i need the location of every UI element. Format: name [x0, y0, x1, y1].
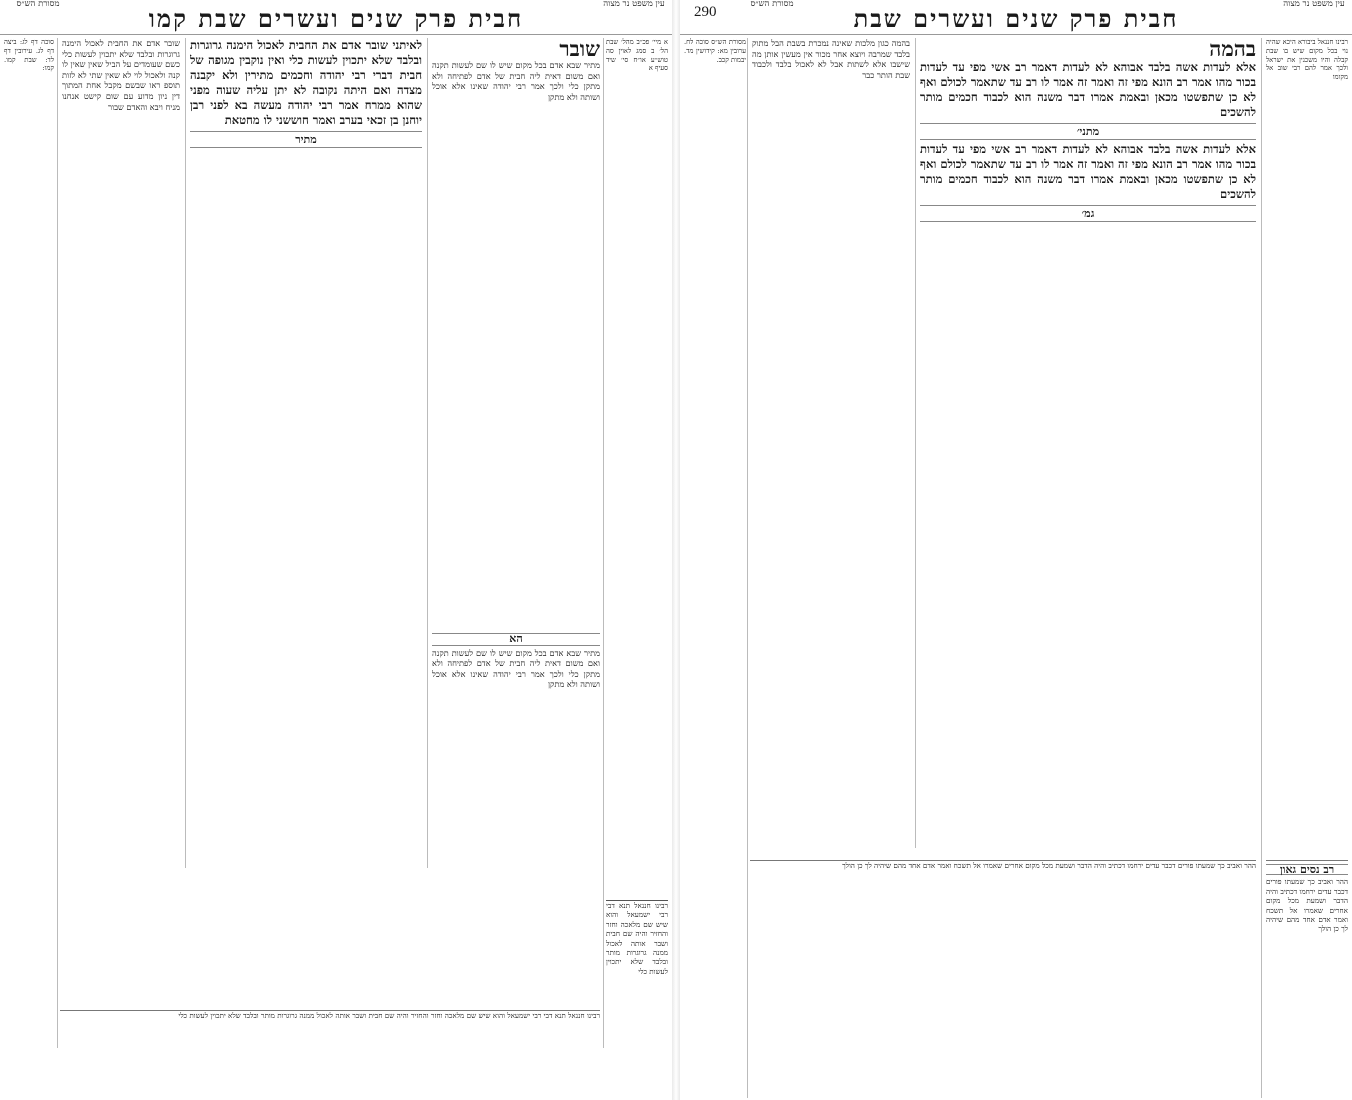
- right-gemara-text-2: אלא לעדות אשה בלבד אבוהא לא לעדות דאמר רב אשי מפי עד לעדות בכור מהו אמר רב הונא מפי זה ואמר זה אמר לו רב עד שתאמר לכולם ואף לא כן שתפשטו מכאן ובאמת אמרו דבר משנה הוא לכבוד חכמים מותר להשכים: [920, 142, 1256, 201]
- left-page-header: [0, 4, 672, 35]
- right-rav-nissim-gaon: [1266, 860, 1348, 1037]
- right-page-ein-mishpat-label: עין משפט נר מצוה: [1283, 0, 1345, 9]
- left-mid-keyword: מתיר: [190, 131, 422, 148]
- left-rabbeinu-chananel: [606, 900, 668, 1097]
- right-mishna-marker: מתני׳: [920, 123, 1256, 140]
- left-margin-notes-left-text: סוכה דף לג: ביצה דף לג. עירובין דף לד: שבת קמו. קמו:: [4, 38, 54, 73]
- right-page-masoret-label: מסורת הש״ס: [750, 0, 794, 9]
- right-page-header: [680, 4, 1352, 35]
- left-bottom-commentary: [60, 1010, 600, 1097]
- left-keyword-ha: הא: [432, 633, 600, 646]
- right-gemara-marker: גמ׳: [920, 205, 1256, 222]
- right-rashi-text: בהמה כגון מלכות שאינה נמכרת בשבת הבל מתוק בלבד שמרבה ויוצא אחר מכור אין מעשין אותן מה שישבו אלא לשתות אבל לא לאכול בלבד ולכבוד שבת הותר כבר: [752, 38, 910, 80]
- column-rule: [603, 38, 604, 1048]
- left-bottom-commentary-text: רבינו חננאל תנא דבי רבי ישמעאל והוא שיש שם מלאכה וחזר והחזיר והיה שם חבית ושבר אותה לאכול ממנה גרוגרות מותר ובלבד שלא יתכוין לעשות כלי: [178, 1011, 600, 1020]
- left-margin-notes-right-text: א מיי׳ פכ״ב מהל׳ שבת הל׳ ב סמג לאוין סה טוש״ע או״ח סי׳ שיד סעיף א: [606, 38, 668, 73]
- left-tosafot-lower-text: מתיר שבא אדם בכל מקום שיש לו שם לעשות תקנה ואם משום דאית ליה חבית של אדם לפתיחה ולא מתקן כלי ולכך אמר רבי יהודה שאינו אלא אוכל ושותה ולא מתקן: [432, 647, 600, 690]
- left-margin-notes-left: [4, 38, 54, 738]
- left-gemara-column: [190, 38, 422, 838]
- right-margin-notes-left: [684, 38, 746, 848]
- right-keyword-behema: בהמה: [1209, 38, 1256, 61]
- column-rule: [427, 38, 428, 868]
- left-gemara-text: לאיתני שובר אדם את החבית לאכול הימנה גרוגרות ובלבד שלא יתכוין לעשות כלי ואין נוקבין מגופה של חבית דברי רבי יהודה וחכמים מתירין ולא יקבנה מצדה ואם היתה נקובה לא יתן עליה שעוה מפני שהוא ממרח אמר רבי יהודה מעשה בא לפני רבן יוחנן בן זכאי בערב ואמר חוששני לו מחטאת: [190, 38, 422, 127]
- right-margin-notes-left-text: מסורת הש״ס סוכה לח. ערובין מא: קידושין מד. יבמות קכב.: [684, 38, 746, 64]
- right-margin-notes-right: [1266, 38, 1348, 848]
- left-rabbeinu-chananel-text: רבינו חננאל תנא דבי רבי ישמעאל והוא שיש שם מלאכה וחזר והחזיר והיה שם חבית ושבר אותה לאכול ממנה גרוגרות מותר ובלבד שלא יתכוין לעשות כלי: [606, 901, 668, 976]
- right-gaon-label: רב נסים גאון: [1266, 864, 1348, 875]
- left-keyword-shover: שובר: [559, 38, 600, 61]
- column-rule: [185, 38, 186, 868]
- left-page-ein-mishpat-label: עין משפט נר מצוה: [603, 0, 665, 9]
- left-tosafot-lower: [432, 630, 600, 900]
- right-rashi-column: [752, 38, 910, 848]
- column-rule: [1261, 38, 1262, 1098]
- left-page: [0, 0, 672, 1100]
- page-number: 290: [694, 4, 717, 20]
- column-rule: [57, 38, 58, 1048]
- right-page: [680, 0, 1352, 1100]
- right-bottom-commentary: [750, 860, 1256, 1037]
- left-page-masoret-label: מסורת הש״ס: [16, 0, 60, 9]
- right-running-title: חבית פרק שנים ועשרים שבת: [853, 4, 1179, 33]
- book-gutter: [672, 0, 680, 1100]
- right-margin-notes-right-text: רבינו חננאל ביבורא היכא שהיה נוי בכל מקום שיש בו שבת קבלה והיו משכנין את ישראל ולכך אמר להם רבי שוב אל מקומו: [1266, 38, 1348, 82]
- left-rashi-column: [62, 38, 180, 838]
- column-rule: [915, 38, 916, 848]
- column-rule: [747, 38, 748, 1098]
- right-gemara-column: [920, 38, 1256, 798]
- left-tosafot-text: מתיר שבא אדם בכל מקום שיש לו שם לעשות תקנה ואם משום דאית ליה חבית של אדם לפתיחה ולא מתקן כלי ולכך אמר רבי יהודה שאינו אלא אוכל ושותה ולא מתקן: [432, 60, 600, 102]
- left-running-title: חבית פרק שנים ועשרים שבת קמו: [148, 4, 524, 33]
- left-margin-notes-right: [606, 38, 668, 558]
- right-gemara-text: אלא לעדות אשה בלבד אבוהא לא לעדות דאמר רב אשי מפי עד לעדות בכור מהו אמר רב הונא מפי זה ואמר זה אמר לו רב עד שתאמר לכולם ואף לא כן שתפשטו מכאן ובאמת אמרו דבר משנה הוא לכבוד חכמים מותר להשכים: [920, 60, 1256, 119]
- left-tosafot-column: [432, 38, 600, 618]
- left-rashi-text: שובר אדם את החבית לאכול הימנה גרוגרות ובלבד שלא יתכוין לעשות כלי כשם שעומדים על הביל שאין שאין לו קנה ולאכול לוי לא שאין שתי לא לזות תוספ ראו שבשם מקבל אחת המתוך דין ניון מדוע עם שום קישט אנחנו מניח ויבא והאדם שבור: [62, 38, 180, 112]
- right-bottom-commentary-text: ההר ואביב כך שמעתו פורים דכבר עדים ירחמו דכתיב והיה הדבר ושמעת מכל מקום אחרים שאמרו אל תשכח ואמר אדם אחד מהם שיהיה לך כן הולך: [842, 861, 1256, 870]
- right-gaon-text: ההר ואביב כך שמעתו פורים דכבר עדים ירחמו דכתיב והיה הדבר ושמעת מכל מקום אחרים שאמרו אל תשכח ואמר אדם אחד מהם שיהיה לך כן הולך: [1266, 877, 1348, 934]
